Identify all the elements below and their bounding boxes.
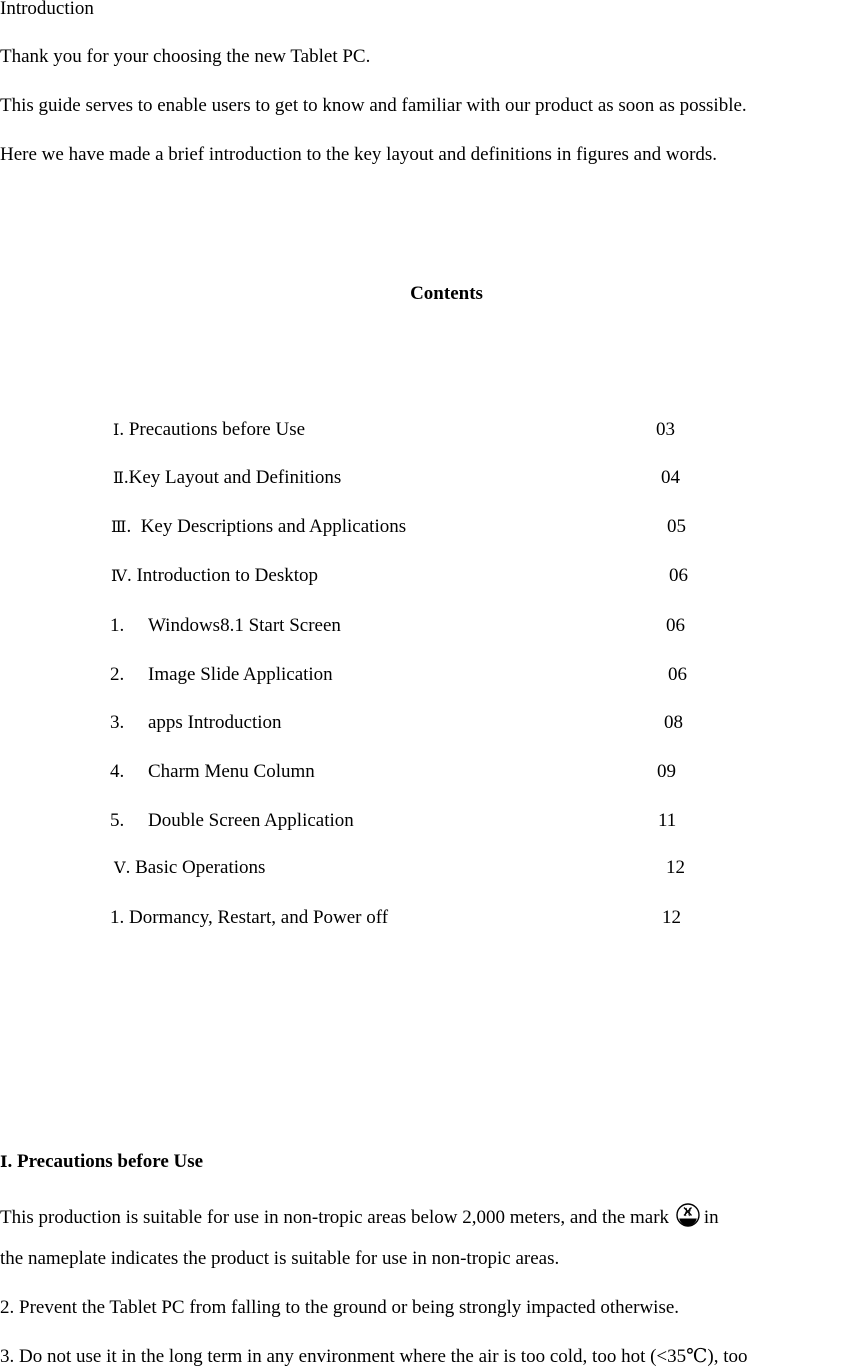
- toc-page: 11: [658, 810, 677, 831]
- toc-marker: 2.: [110, 664, 125, 685]
- toc-item: [0, 810, 863, 832]
- toc-item: [0, 907, 863, 929]
- intro-paragraph-3: Here we have made a brief introduction to the key layout and definitions in figures and words.: [0, 144, 718, 165]
- toc-separator: .: [126, 565, 137, 586]
- toc-marker: 5.: [110, 810, 125, 831]
- toc-separator: .: [119, 419, 129, 440]
- toc-page: 04: [661, 467, 680, 488]
- toc-label: Precautions before Use: [128, 419, 306, 440]
- toc-label: Windows8.1 Start Screen: [148, 615, 341, 636]
- toc-label: apps Introduction: [148, 712, 282, 733]
- toc-item: [0, 467, 863, 489]
- intro-paragraph-2: This guide serves to enable users to get to know and familiar with our product as soon as possible.: [0, 95, 747, 116]
- precaution-2: 2. Prevent the Tablet PC from falling to the ground or being strongly impacted otherwise.: [0, 1297, 680, 1318]
- toc-label: Key Descriptions and Applications: [140, 516, 407, 537]
- toc-label: 1. Dormancy, Restart, and Power off: [110, 907, 389, 928]
- toc-marker: Ⅱ: [113, 468, 124, 487]
- toc-item: [0, 857, 863, 879]
- toc-separator: .: [125, 857, 136, 878]
- toc-page: 06: [669, 565, 688, 586]
- toc-label: Image Slide Application: [148, 664, 333, 685]
- toc-label: Key Layout and Definitions: [128, 467, 342, 488]
- toc-marker: Ⅳ: [111, 566, 127, 585]
- toc-page: 12: [666, 857, 685, 878]
- toc-page: 12: [662, 907, 681, 928]
- toc-label: Introduction to Desktop: [136, 565, 319, 586]
- toc-item: [0, 565, 863, 587]
- toc-item: [0, 419, 863, 441]
- toc-separator: .: [126, 516, 141, 537]
- precaution-1-line-1: [0, 1203, 719, 1229]
- precaution-3: 3. Do not use it in the long term in any environment where the air is too cold, too hot (<35℃), too: [0, 1346, 748, 1367]
- toc-marker: Ⅴ: [114, 858, 126, 877]
- toc-item: [0, 516, 863, 538]
- intro-paragraph-1: Thank you for your choosing the new Tablet PC.: [0, 46, 371, 67]
- section-heading: [0, 1151, 203, 1173]
- toc-marker: 1.: [110, 615, 125, 636]
- toc-item: [0, 712, 863, 734]
- toc-item: [0, 664, 863, 686]
- precaution-1-text: This production is suitable for use in non-tropic areas below 2,000 meters, and the mark: [0, 1207, 670, 1228]
- toc-label: Charm Menu Column: [148, 761, 315, 782]
- toc-marker: 4.: [110, 761, 125, 782]
- section-marker: Ⅰ: [0, 1152, 8, 1171]
- toc-page: 09: [657, 761, 676, 782]
- toc-page: 06: [668, 664, 687, 685]
- toc-marker: 3.: [110, 712, 125, 733]
- toc-marker: Ⅲ: [111, 517, 127, 536]
- toc-item: [0, 615, 863, 637]
- intro-heading: Introduction: [0, 0, 94, 19]
- toc-item: [0, 761, 863, 783]
- toc-label: Double Screen Application: [148, 810, 354, 831]
- toc-page: 05: [667, 516, 686, 537]
- toc-page: 08: [664, 712, 683, 733]
- precaution-1-line-2: the nameplate indicates the product is suitable for use in non-tropic areas.: [0, 1248, 560, 1269]
- toc-label: Basic Operations: [135, 857, 266, 878]
- non-tropic-mark-icon: [676, 1203, 700, 1227]
- toc-page: 03: [656, 419, 675, 440]
- contents-title: Contents: [410, 283, 483, 304]
- toc-marker: Ⅰ: [113, 420, 120, 439]
- precaution-1-text-after: in: [703, 1207, 719, 1228]
- section-title-text: . Precautions before Use: [7, 1151, 204, 1172]
- toc-separator: .: [123, 467, 129, 488]
- toc-page: 06: [666, 615, 685, 636]
